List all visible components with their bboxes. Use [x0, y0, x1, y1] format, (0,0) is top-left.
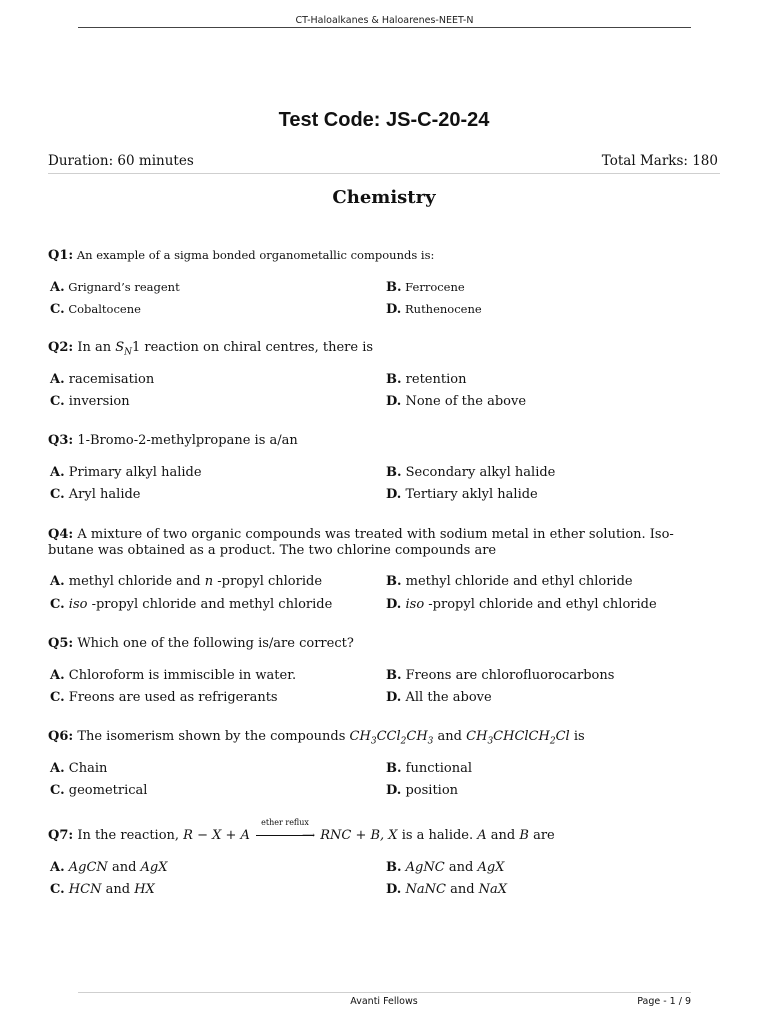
- question-1: [48, 247, 720, 317]
- footer-brand: Avanti Fellows: [350, 996, 418, 1007]
- question-body-and: and: [490, 828, 516, 843]
- option-a-and: and: [111, 860, 137, 875]
- option-c[interactable]: C. iso -propyl chloride and methyl chloride: [50, 597, 333, 612]
- question-3: [48, 433, 720, 502]
- option-a-text: Grignard’s reagent: [68, 280, 180, 294]
- option-d-text: Tertiary aklyl halide: [405, 487, 538, 502]
- question-text: [48, 247, 720, 264]
- option-c[interactable]: C. Aryl halide: [50, 487, 141, 502]
- subject-title: Chemistry: [332, 187, 436, 208]
- option-c[interactable]: C. Cobaltocene: [50, 302, 141, 317]
- option-d[interactable]: D. position: [386, 783, 459, 798]
- option-a[interactable]: A. racemisation: [50, 372, 155, 387]
- option-b-formula-1: AgNC: [405, 860, 445, 875]
- formula-2: $CH_3CHClCH_2Cl$: [466, 729, 570, 747]
- option-c-formula-2: HX: [134, 882, 155, 897]
- option-c-text: -propyl chloride and methyl chloride: [91, 597, 333, 612]
- option-a-formula-2: AgX: [140, 860, 168, 875]
- question-7: [48, 818, 720, 897]
- option-c[interactable]: C. HCN and HX: [50, 882, 155, 897]
- math-a: A: [477, 828, 487, 843]
- option-a[interactable]: A. methyl chloride and n -propyl chloride: [50, 574, 323, 589]
- option-b-and: and: [448, 860, 474, 875]
- option-d-text: Ruthenocene: [405, 302, 482, 316]
- option-b[interactable]: B. AgNC and AgX: [386, 860, 505, 875]
- option-a[interactable]: A. Primary alkyl halide: [50, 465, 202, 480]
- question-body: A mixture of two organic compounds was treated with sodium metal in ether solution. Iso-butane was obtained as a product. The two chlorine compounds are: [48, 527, 674, 558]
- option-c[interactable]: C. inversion: [50, 394, 130, 409]
- arrow-head: ⟶: [302, 831, 316, 841]
- option-c[interactable]: C. geometrical: [50, 783, 148, 798]
- running-header: CT-Haloalkanes & Haloarenes-NEET-N: [295, 15, 474, 26]
- option-c-text: geometrical: [68, 783, 148, 798]
- question-text: [48, 433, 720, 449]
- option-d[interactable]: D. All the above: [386, 690, 492, 705]
- question-body-post: 1 reaction on chiral centres, there is: [132, 340, 374, 355]
- question-body-post: are: [533, 828, 555, 843]
- option-b-text: methyl chloride and ethyl chloride: [405, 574, 633, 589]
- question-body: Which one of the following is/are correct?: [77, 636, 354, 651]
- option-d[interactable]: D. NaNC and NaX: [386, 882, 508, 897]
- option-c-and: and: [105, 882, 131, 897]
- option-d-formula-1: NaNC: [405, 882, 446, 897]
- option-a[interactable]: A. Chain: [50, 761, 108, 776]
- option-b-text: retention: [405, 372, 467, 387]
- question-label: Q6:: [48, 729, 74, 744]
- duration: Duration: 60 minutes: [48, 153, 194, 169]
- question-text: [48, 636, 720, 652]
- option-a-formula-1: AgCN: [68, 860, 108, 875]
- question-body-pre: In the reaction,: [77, 828, 180, 843]
- option-c-text: Cobaltocene: [68, 302, 141, 316]
- option-c-text: inversion: [68, 394, 130, 409]
- option-b[interactable]: B. Secondary alkyl halide: [386, 465, 556, 480]
- reaction-lhs: R − X + A: [183, 828, 250, 843]
- question-text: [48, 729, 720, 750]
- option-a-math: n: [204, 574, 214, 589]
- reaction-rhs: RNC + B, X: [320, 828, 398, 843]
- option-c[interactable]: C. Freons are used as refrigerants: [50, 690, 278, 705]
- option-d[interactable]: D. None of the above: [386, 394, 527, 409]
- option-b-text: Secondary alkyl halide: [405, 465, 556, 480]
- footer-rule: [78, 992, 691, 993]
- question-label: Q4:: [48, 527, 74, 542]
- question-label: Q5:: [48, 636, 74, 651]
- page-number: Page - 1 / 9: [637, 996, 691, 1007]
- question-body-mid: is a halide.: [401, 828, 474, 843]
- option-d-formula-2: NaX: [478, 882, 508, 897]
- option-c-text: Aryl halide: [68, 487, 141, 502]
- option-a[interactable]: A. AgCN and AgX: [50, 860, 168, 875]
- option-d-text: All the above: [405, 690, 492, 705]
- option-d[interactable]: D. Ruthenocene: [386, 302, 482, 317]
- question-body-and: and: [437, 729, 462, 744]
- question-label: Q3:: [48, 433, 74, 448]
- question-body-pre: The isomerism shown by the compounds: [77, 729, 346, 744]
- option-a-text: Primary alkyl halide: [68, 465, 202, 480]
- option-c-text: Freons are used as refrigerants: [68, 690, 278, 705]
- arrow-line: [256, 831, 316, 841]
- reaction-arrow: [254, 818, 316, 844]
- option-d[interactable]: D. Tertiary aklyl halide: [386, 487, 538, 502]
- option-b[interactable]: B. functional: [386, 761, 472, 776]
- question-2: [48, 340, 720, 409]
- option-b-text: Freons are chlorofluorocarbons: [405, 668, 615, 683]
- question-body: An example of a sigma bonded organometallic compounds is:: [76, 248, 435, 262]
- question-body-post: is: [573, 729, 585, 744]
- option-a-text-post: -propyl chloride: [217, 574, 323, 589]
- meta-rule: [48, 173, 720, 174]
- option-a[interactable]: A. Grignard’s reagent: [50, 280, 180, 295]
- math-b: B: [519, 828, 529, 843]
- total-marks: Total Marks: 180: [601, 153, 718, 169]
- question-body: 1-Bromo-2-methylpropane is a/an: [77, 433, 298, 448]
- math-s: S: [115, 340, 125, 355]
- question-text: [48, 527, 698, 559]
- option-a-text: methyl chloride and: [68, 574, 201, 589]
- option-d-text: None of the above: [405, 394, 527, 409]
- option-b[interactable]: B. Freons are chlorofluorocarbons: [386, 668, 615, 683]
- question-5: [48, 636, 720, 705]
- option-b-text: functional: [405, 761, 472, 776]
- option-d-and: and: [450, 882, 475, 897]
- test-code: Test Code: JS-C-20-24: [278, 109, 490, 131]
- option-a-text: Chloroform is immiscible in water.: [68, 668, 297, 683]
- option-a-text: racemisation: [68, 372, 155, 387]
- question-label: Q1:: [48, 248, 74, 263]
- option-a[interactable]: A. Chloroform is immiscible in water.: [50, 668, 297, 683]
- option-b-text: Ferrocene: [405, 280, 465, 294]
- option-d[interactable]: D. iso -propyl chloride and ethyl chloride: [386, 597, 657, 612]
- header-rule: [78, 27, 691, 28]
- option-b[interactable]: B. Ferrocene: [386, 280, 465, 295]
- formula-1: $CH_3CCl_2CH_3$: [349, 729, 434, 747]
- option-d-text: position: [405, 783, 459, 798]
- question-label: Q2:: [48, 340, 74, 355]
- question-body-pre: In an: [77, 340, 112, 355]
- question-4: [48, 527, 720, 612]
- question-6: [48, 729, 720, 798]
- question-text: [48, 818, 720, 844]
- option-b[interactable]: B. retention: [386, 372, 467, 387]
- option-a-text: Chain: [68, 761, 108, 776]
- question-label: Q7:: [48, 828, 74, 843]
- option-d-math: iso: [405, 597, 425, 612]
- question-text: [48, 340, 720, 361]
- option-d-text: -propyl chloride and ethyl chloride: [428, 597, 657, 612]
- option-c-math: iso: [68, 597, 88, 612]
- math-n-subscript: N: [124, 347, 132, 358]
- option-c-formula-1: HCN: [68, 882, 102, 897]
- option-b[interactable]: B. methyl chloride and ethyl chloride: [386, 574, 633, 589]
- arrow-label: ether reflux: [261, 818, 309, 827]
- option-b-formula-2: AgX: [477, 860, 505, 875]
